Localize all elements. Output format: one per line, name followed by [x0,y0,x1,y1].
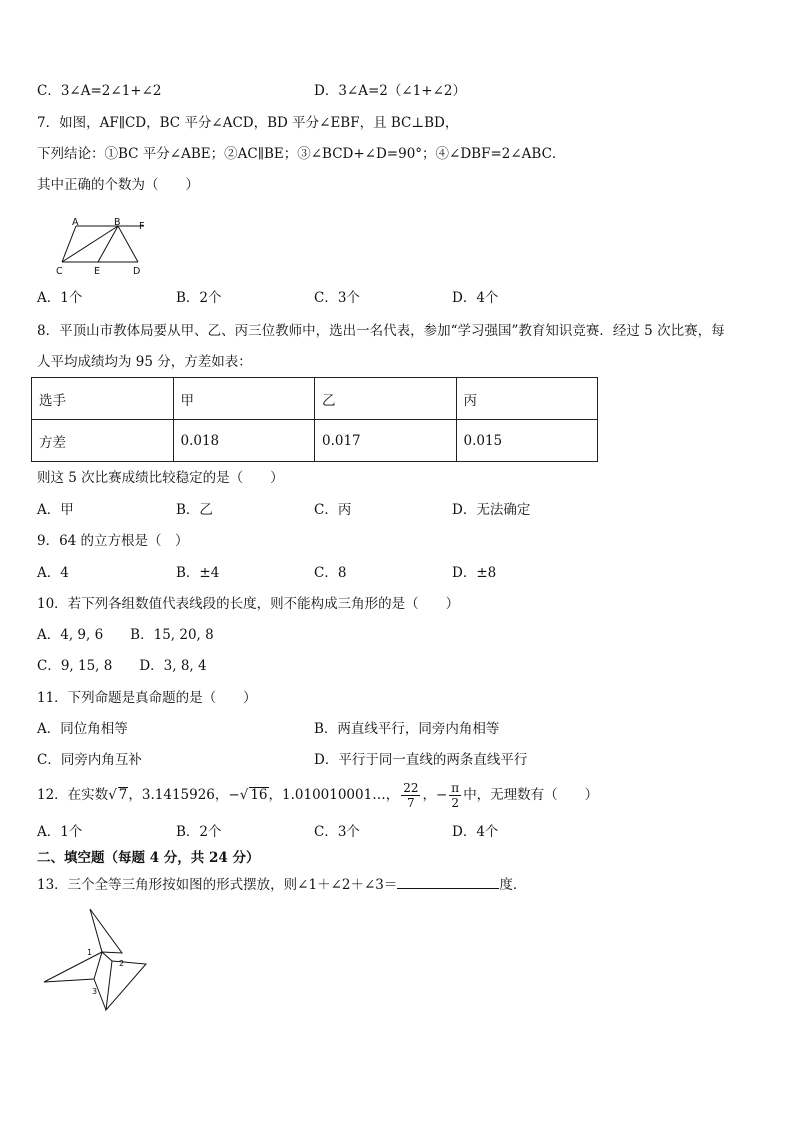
q7-stem-line1: 7．如图，AF∥CD，BC 平分∠ACD，BD 平分∠EBF，且 BC⊥BD， [37,115,459,131]
q11-option-d: D．平行于同一直线的两条直线平行 [314,752,528,768]
table-cell: 0.015 [456,420,598,462]
table-header-row [32,378,598,420]
q12-fraction-22-7 [401,781,420,810]
sqrt-symbol: √ [108,787,117,803]
fraction-numerator: π [451,781,460,795]
q6-option-d: D．3∠A=2（∠1+∠2） [314,83,466,99]
q9-option-a: A．4 [37,565,69,581]
q12-sqrt16: 16 [250,787,268,803]
q12-prefix: 12．在实数 [37,787,109,803]
q7-stem-line2: 下列结论：①BC 平分∠ABE；②AC∥BE；③∠BCD+∠D=90°；④∠DBF=2∠ABC． [37,146,566,162]
q8-stem-line1: 8．平顶山市教体局要从甲、乙、丙三位教师中，选出一名代表，参加“学习强国”教育知识竞赛．经过 5 次比赛，每 [37,323,725,339]
q12-fraction-pi-2 [449,781,461,810]
section-title: 二、填空题（每题 4 分，共 24 分） [37,850,260,866]
table-cell: 0.018 [173,420,315,462]
q12-sqrt7: 7 [118,787,128,803]
q11-option-c: C．同旁内角互补 [37,752,142,768]
q13-triangles-figure [40,906,152,1016]
variance-table [31,377,598,462]
q8-option-d: D．无法确定 [452,502,531,518]
q6-option-c: C．3∠A=2∠1+∠2 [37,83,162,99]
table-cell: 丙 [456,378,598,420]
q7-geometry-figure [50,216,160,278]
q11-stem: 11．下列命题是真命题的是（ ） [37,690,257,706]
sqrt-symbol: √ [239,787,249,803]
q10-stem: 10．若下列各组数值代表线段的长度，则不能构成三角形的是（ ） [37,596,460,612]
q12-suffix: 中，无理数有（ ） [463,787,599,803]
q7-option-d: D．4个 [452,290,499,306]
q10-options-row2: C．9, 15, 8 D．3, 8, 4 [37,658,207,674]
q7-label-d: D [133,266,141,277]
q7-option-a: A．1个 [37,290,83,306]
q8-stem-line2: 人平均成绩均为 95 分，方差如表： [37,354,252,370]
q13-stem [37,876,526,894]
q9-option-d: D．±8 [452,565,497,581]
table-row [32,420,598,462]
q13-stem-end: 度． [499,877,527,893]
answer-blank [397,876,499,889]
q8-option-b: B．乙 [176,502,213,518]
q12-mid2: ，1.010010001…， [268,787,400,803]
q7-label-e: E [94,266,101,277]
q13-angle-label-2: 2 [119,959,125,968]
q10-options-row1: A．4, 9, 6 B．15, 20, 8 [37,627,214,643]
q9-stem: 9．64 的立方根是（ ） [37,533,189,549]
q7-label-f: F [139,221,145,232]
q7-label-a: A [72,217,79,228]
q12-option-a: A．1个 [37,824,83,840]
q9-option-c: C．8 [314,565,347,581]
table-cell: 甲 [173,378,315,420]
q7-stem-line3: 其中正确的个数为（ ） [37,177,199,193]
fraction-denominator: 7 [407,796,415,810]
q8-option-a: A．甲 [37,502,74,518]
q11-option-b: B．两直线平行，同旁内角相等 [314,721,500,737]
q8-stem-line3: 则这 5 次比赛成绩比较稳定的是（ ） [37,470,284,486]
table-cell: 0.017 [315,420,457,462]
q9-option-b: B．±4 [176,565,220,581]
q8-option-c: C．丙 [314,502,352,518]
q12-option-c: C．3个 [314,824,360,840]
table-cell: 选手 [32,378,174,420]
q12-option-b: B．2个 [176,824,222,840]
table-cell: 乙 [315,378,457,420]
fraction-numerator: 22 [403,781,419,795]
table-cell: 方差 [32,420,174,462]
q11-option-a: A．同位角相等 [37,721,128,737]
q7-option-c: C．3个 [314,290,360,306]
q12-mid3: ，− [422,787,448,803]
q13-stem-text: 13．三个全等三角形按如图的形式摆放，则∠1＋∠2＋∠3＝ [37,877,398,893]
q13-angle-label-3: 3 [92,987,98,996]
q13-angle-label-1: 1 [87,948,93,957]
q7-label-c: C [56,266,63,277]
fraction-denominator: 2 [451,796,460,810]
q12-mid1: ，3.1415926，− [128,787,240,803]
q12-stem [37,779,598,811]
q7-label-b: B [114,217,121,228]
q7-option-b: B．2个 [176,290,222,306]
q12-option-d: D．4个 [452,824,499,840]
